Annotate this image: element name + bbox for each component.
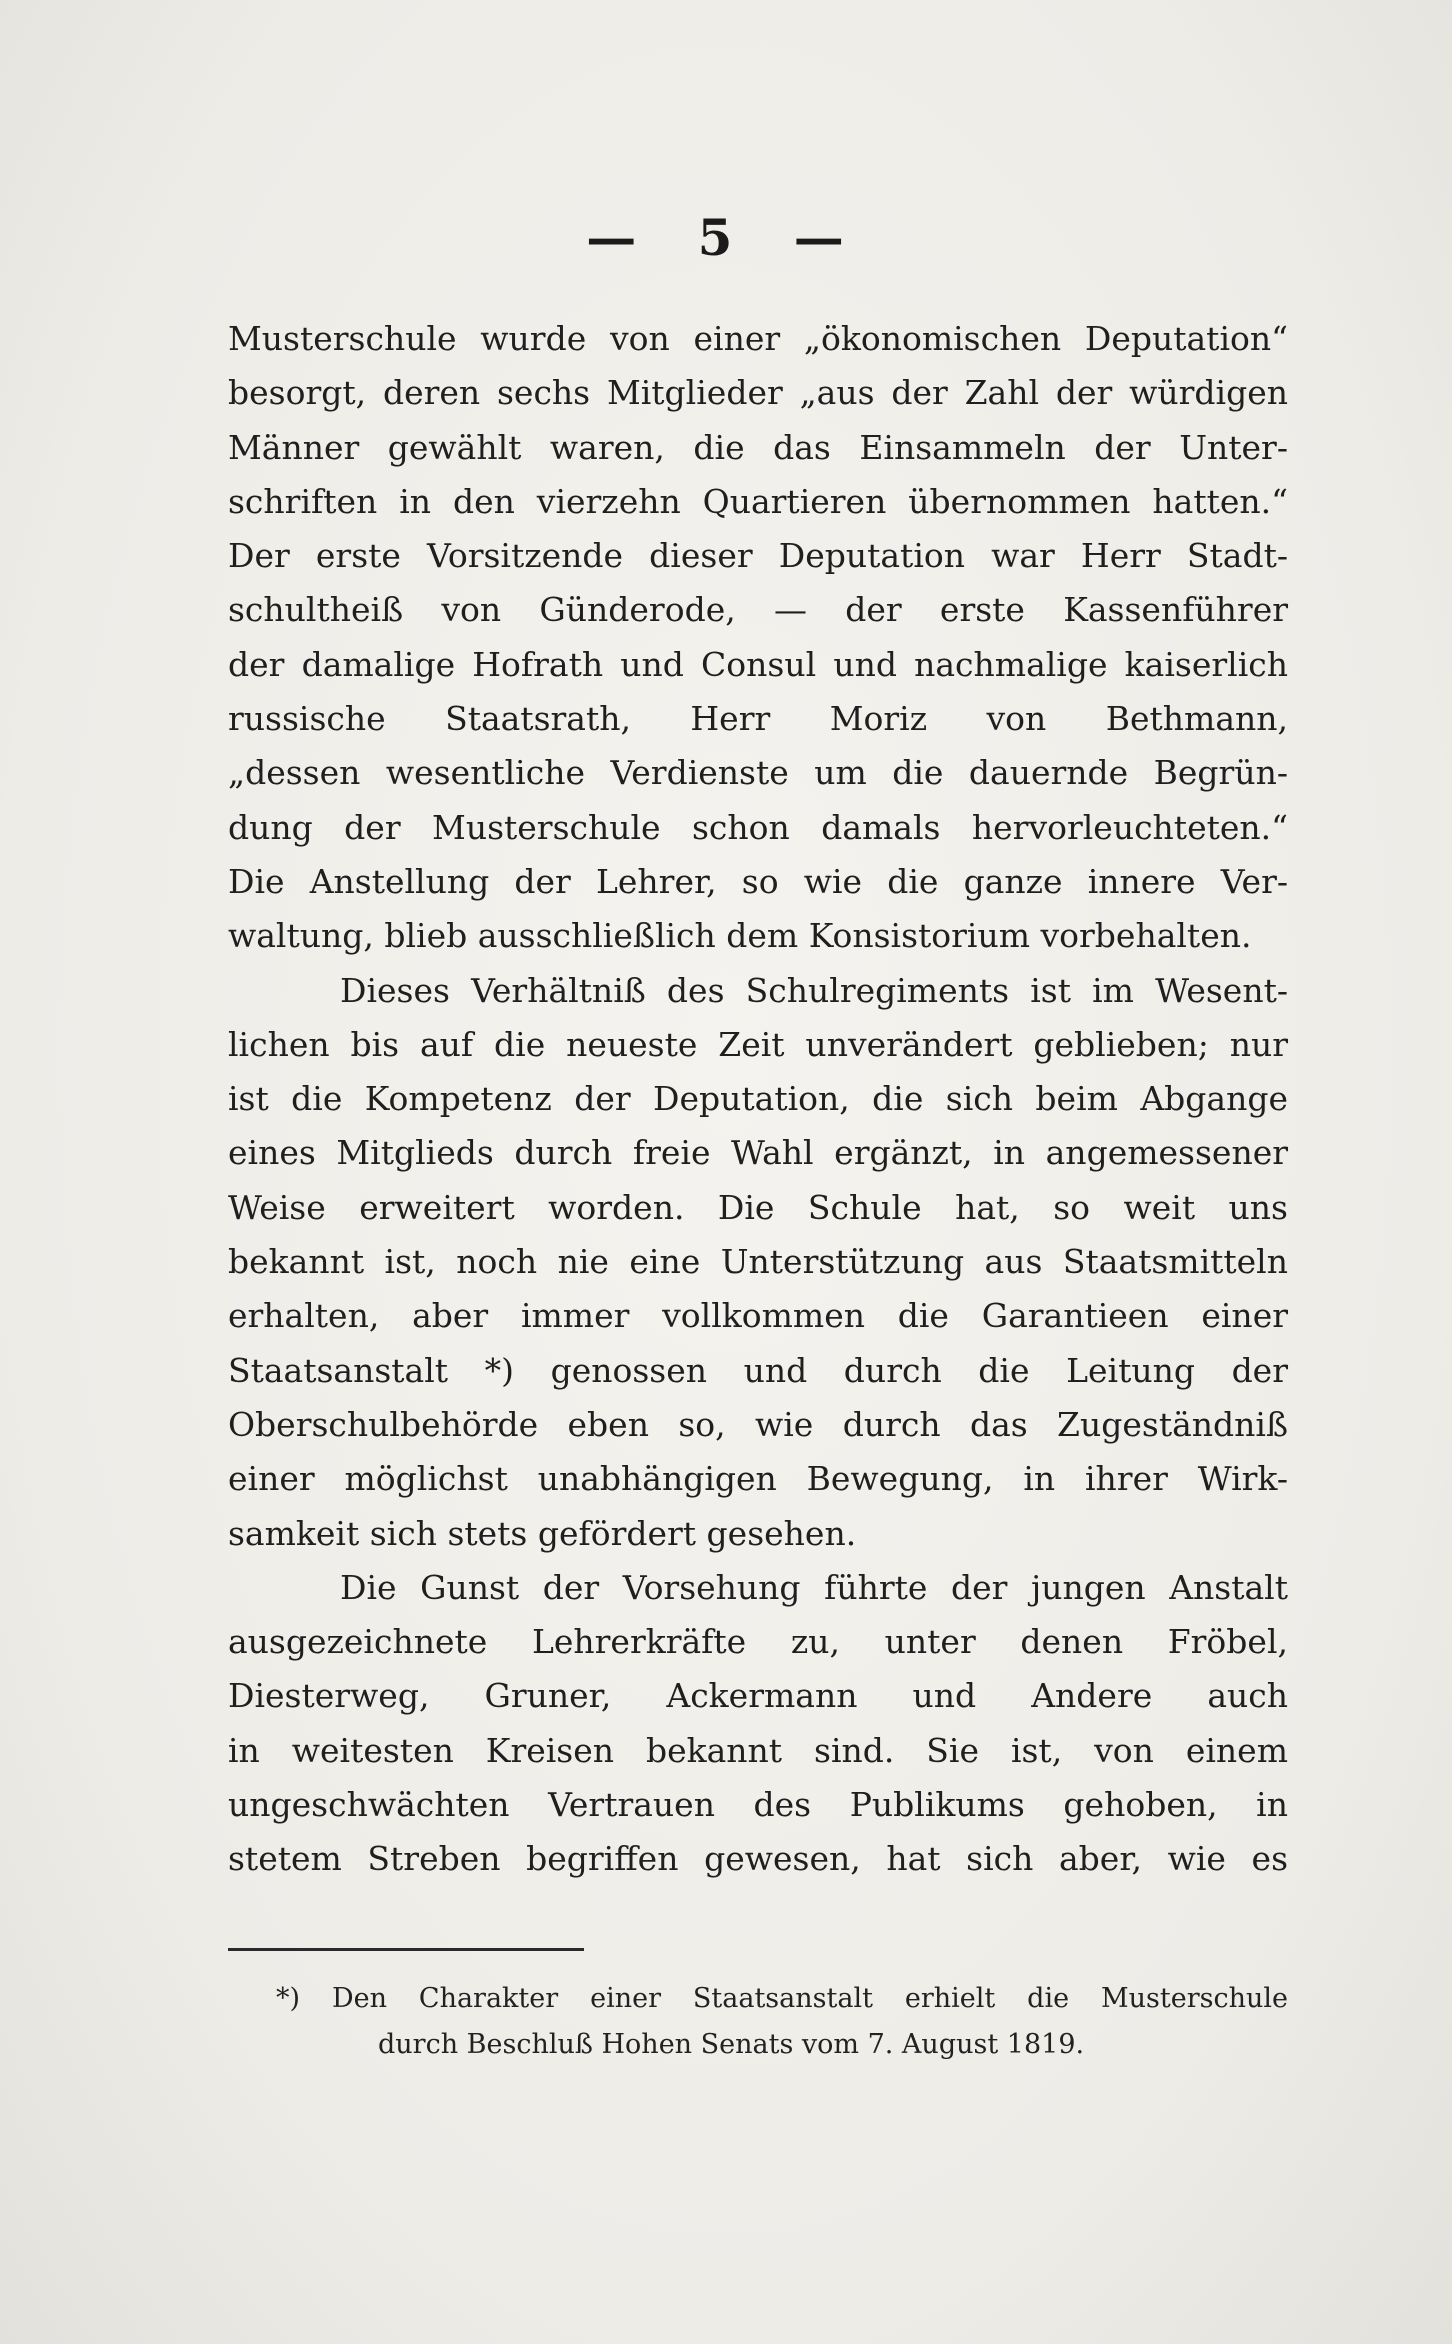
text-line: einer möglichst unabhängigen Bewegung, in ihrer Wirk- (228, 1459, 1288, 1499)
text-line: Diesterweg, Gruner, Ackermann und Andere auch (228, 1676, 1288, 1716)
text-line: Die Gunst der Vorsehung führte der jungen Anstalt (340, 1567, 1288, 1607)
text-line: in weitesten Kreisen bekannt sind. Sie ist, von einem (228, 1730, 1288, 1770)
text-line: ausgezeichnete Lehrerkräfte zu, unter denen Fröbel, (228, 1622, 1288, 1662)
text-line: Der erste Vorsitzende dieser Deputation war Herr Stadt- (228, 536, 1288, 576)
footnote-rule (228, 1948, 584, 1951)
text-line: waltung, blieb ausschließlich dem Konsistorium vorbehalten. (228, 916, 1252, 956)
text-line: Dieses Verhältniß des Schulregiments ist im Wesent- (340, 970, 1288, 1010)
text-line: ungeschwächten Vertrauen des Publikums gehoben, in (228, 1785, 1288, 1825)
text-line: Staatsanstalt *) genossen und durch die Leitung der (228, 1350, 1288, 1390)
text-line: russische Staatsrath, Herr Moriz von Bethmann, (228, 699, 1288, 739)
text-line: Männer gewählt waren, die das Einsammeln der Unter- (228, 427, 1288, 467)
text-line: Weise erweitert worden. Die Schule hat, so weit uns (228, 1187, 1288, 1227)
text-line: schultheiß von Günderode, — der erste Kassenführer (228, 590, 1288, 630)
text-line: der damalige Hofrath und Consul und nachmalige kaiserlich (228, 644, 1288, 684)
text-line: lichen bis auf die neueste Zeit unverändert geblieben; nur (228, 1024, 1288, 1064)
text-line: stetem Streben begriffen gewesen, hat sich aber, wie es (228, 1839, 1288, 1879)
text-line: ist die Kompetenz der Deputation, die sich beim Abgange (228, 1079, 1288, 1119)
footnote-line: *) Den Charakter einer Staatsanstalt erhielt die Musterschule (276, 1983, 1288, 2014)
text-line: schriften in den vierzehn Quartieren übernommen hatten.“ (228, 481, 1288, 521)
text-line: dung der Musterschule schon damals hervorleuchteten.“ (228, 807, 1288, 847)
text-line: eines Mitglieds durch freie Wahl ergänzt, in angemessener (228, 1133, 1288, 1173)
page-number: — 5 — (586, 208, 866, 267)
text-line: samkeit sich stets gefördert gesehen. (228, 1513, 857, 1553)
text-line: Oberschulbehörde eben so, wie durch das Zugeständniß (228, 1404, 1288, 1444)
text-line: besorgt, deren sechs Mitglieder „aus der Zahl der würdigen (228, 373, 1288, 413)
text-line: Die Anstellung der Lehrer, so wie die ganze innere Ver- (228, 861, 1288, 901)
body-text (228, 312, 1288, 1887)
text-line: erhalten, aber immer vollkommen die Garantieen einer (228, 1296, 1288, 1336)
text-line: bekannt ist, noch nie eine Unterstützung aus Staatsmitteln (228, 1242, 1288, 1282)
footnote (228, 1976, 1288, 2068)
text-line: „dessen wesentliche Verdienste um die dauernde Begrün- (228, 753, 1288, 793)
text-line: Musterschule wurde von einer „ökonomischen Deputation“ (228, 319, 1288, 358)
footnote-line: durch Beschluß Hohen Senats vom 7. August 1819. (378, 2029, 1085, 2060)
